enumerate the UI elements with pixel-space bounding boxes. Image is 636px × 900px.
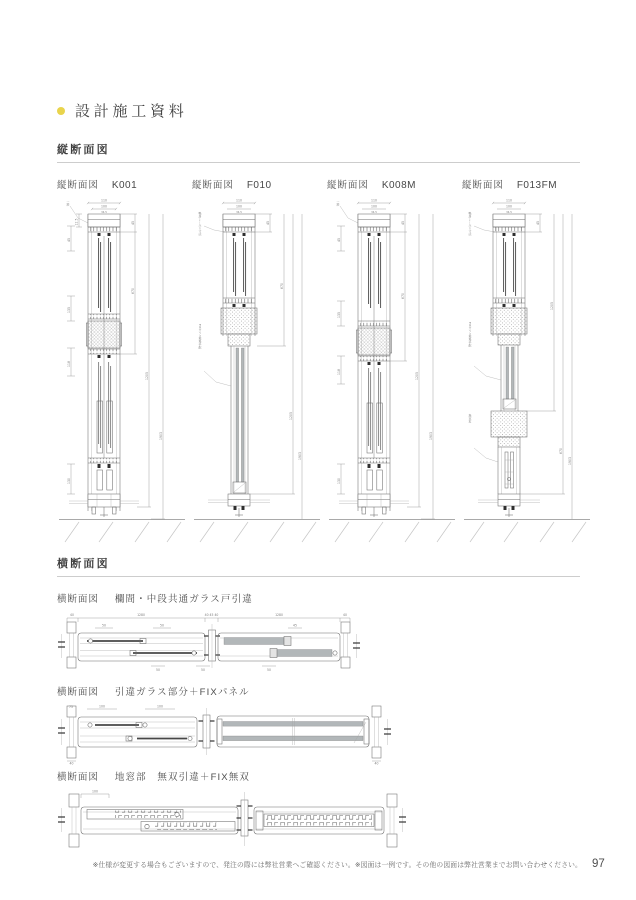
svg-text:FIXガラス現場手配: FIXガラス現場手配 (468, 322, 472, 347)
right-anchor (384, 719, 391, 745)
svg-text:100: 100 (157, 704, 163, 709)
svg-text:670: 670 (280, 283, 284, 289)
vertical-section-drawing-k001 (57, 196, 189, 546)
left-post (69, 794, 79, 847)
sliding-door-bar (78, 623, 205, 661)
svg-text:50: 50 (102, 623, 106, 628)
svg-text:670: 670 (401, 293, 405, 299)
drawing-label-text: 縦断面図 (327, 180, 369, 191)
ground-line (59, 520, 185, 543)
left-post (67, 622, 76, 668)
svg-text:110: 110 (371, 198, 377, 203)
svg-text:1903: 1903 (298, 452, 302, 460)
top-rail (223, 214, 255, 236)
drawing-label (462, 177, 597, 193)
svg-text:FIXガラス現場手配: FIXガラス現場手配 (198, 324, 202, 349)
svg-text:50: 50 (156, 668, 160, 672)
title-bullet-icon (57, 107, 65, 115)
drawing-label-text: 縦断面図 (462, 180, 504, 191)
right-dimensions (120, 214, 165, 519)
horizontal-section-heading-text: 横断面図 (57, 558, 110, 570)
vertical-section-drawing-f013fm (462, 196, 594, 546)
svg-text:110: 110 (506, 198, 512, 203)
vertical-section-heading (57, 141, 580, 163)
left-anchor (58, 719, 65, 745)
drawing-title: 欄間・中段共通ガラス戸引違 (114, 594, 253, 605)
left-anchor (58, 808, 65, 832)
top-dimensions (69, 704, 175, 709)
svg-text:45: 45 (131, 221, 135, 225)
top-dimensions (67, 613, 350, 622)
svg-text:12.5: 12.5 (74, 218, 79, 226)
ground-line (194, 520, 320, 543)
svg-text:100: 100 (371, 204, 377, 209)
vertical-drawings-band (57, 177, 597, 546)
upper-door-rails (493, 238, 525, 307)
horizontal-drawing-label-3 (57, 769, 250, 783)
svg-text:1280: 1280 (275, 613, 283, 617)
svg-text:100: 100 (92, 789, 98, 794)
svg-text:一筋: 一筋 (66, 200, 70, 206)
leader-annotation (336, 200, 358, 223)
right-dimensions (520, 214, 572, 519)
svg-text:1205: 1205 (289, 412, 293, 420)
svg-text:100: 100 (506, 204, 512, 209)
page-title-row (57, 100, 188, 121)
center-mullion (237, 792, 253, 846)
fix-glass (501, 345, 518, 411)
ground-line (464, 520, 590, 543)
drawing-title: 引違ガラス部分＋FIXパネル (114, 687, 250, 698)
upper-door-rails (223, 238, 255, 307)
left-dimensions (337, 226, 345, 494)
svg-text:130: 130 (67, 478, 71, 484)
page-number: 97 (592, 858, 605, 870)
svg-text:45: 45 (337, 238, 341, 242)
svg-text:1903: 1903 (568, 457, 572, 465)
drawing-label-text: 縦断面図 (192, 180, 234, 191)
panel-door-bar (218, 623, 340, 661)
svg-text:50: 50 (160, 623, 164, 628)
svg-text:1280: 1280 (137, 613, 145, 617)
svg-text:1205: 1205 (550, 302, 554, 310)
bottom-rail (88, 458, 120, 517)
horizontal-section-heading (57, 555, 580, 577)
svg-text:34.5: 34.5 (101, 210, 107, 214)
svg-text:45: 45 (293, 623, 297, 628)
drawing-label-text: 横断面図 (57, 772, 99, 783)
page-title: 設計施工資料 (75, 103, 188, 120)
svg-text:34.5: 34.5 (506, 210, 512, 214)
page-footer (0, 858, 636, 870)
fix-panel (217, 716, 369, 747)
drawing-code: F010 (246, 180, 272, 191)
left-dimensions (67, 214, 82, 494)
svg-text:670: 670 (131, 288, 135, 294)
top-rail (493, 214, 525, 236)
svg-text:1205: 1205 (415, 372, 419, 380)
bottom-rail (358, 458, 390, 517)
hatch-block (221, 308, 257, 346)
section-rule (57, 576, 580, 577)
right-dimensions (250, 214, 302, 519)
vertical-section-heading-text: 縦断面図 (57, 144, 110, 156)
svg-text:1903: 1903 (159, 432, 163, 440)
left-post (67, 706, 76, 765)
vertical-section-drawing-k008m (327, 196, 459, 546)
top-dimensions (222, 199, 256, 214)
musou-fix-bar (254, 807, 384, 834)
leader-annotation (468, 211, 495, 236)
svg-text:118: 118 (67, 361, 71, 367)
drawing-label (57, 177, 192, 193)
hatch-block-lower (491, 411, 527, 447)
right-anchor (353, 634, 360, 658)
drawing-code: K001 (111, 180, 138, 191)
svg-text:100: 100 (236, 204, 242, 209)
ground-line (329, 520, 455, 543)
horizontal-section-drawing-1 (57, 610, 600, 680)
top-dimensions (81, 789, 109, 798)
vertical-drawing-k008m (327, 177, 462, 546)
svg-text:鴨居レール下寸法: 鴨居レール下寸法 (468, 212, 472, 236)
svg-text:130: 130 (337, 478, 341, 484)
frame-lines (358, 214, 390, 511)
vertical-drawing-f013fm (462, 177, 597, 546)
right-anchor (399, 808, 406, 832)
drawing-label (327, 177, 462, 193)
svg-text:50: 50 (267, 668, 271, 672)
leader-annotation (198, 211, 225, 236)
svg-text:40: 40 (70, 613, 74, 617)
svg-text:45: 45 (401, 221, 405, 225)
frame-lines (88, 214, 120, 511)
svg-text:40: 40 (374, 761, 379, 765)
horizontal-section-drawing-2 (57, 703, 600, 765)
bottom-dimensions (151, 666, 276, 672)
fix-glass (231, 346, 248, 494)
drawing-label (192, 177, 327, 193)
svg-text:670: 670 (559, 448, 563, 454)
sliding-glass-bar (78, 717, 197, 747)
horizontal-section-drawing-3 (57, 786, 600, 856)
drawing-code: K008M (381, 180, 416, 191)
vertical-section-drawing-f010 (192, 196, 324, 546)
svg-text:40 45 40: 40 45 40 (204, 613, 219, 617)
svg-text:1903: 1903 (429, 432, 433, 440)
svg-text:一筋: 一筋 (336, 200, 340, 206)
svg-text:40: 40 (343, 613, 347, 617)
svg-text:34.5: 34.5 (236, 210, 242, 214)
svg-text:100: 100 (99, 704, 105, 709)
center-mullion (204, 624, 220, 668)
right-dimensions (390, 214, 435, 519)
bottom-rail (208, 494, 270, 517)
vertical-drawing-f010 (192, 177, 327, 546)
hatch-block-upper (491, 308, 527, 345)
svg-text:135: 135 (337, 312, 341, 318)
left-anchor (58, 634, 65, 658)
section-rule (57, 162, 580, 163)
top-rail (358, 214, 390, 236)
svg-text:110: 110 (236, 198, 242, 203)
svg-text:鴨居レール下寸法: 鴨居レール下寸法 (198, 212, 202, 236)
footer-note: ※仕様が変更する場合もございますので、発注の際には弊社営業へご確認ください。※図面は一例です。その他の図面は弊社営業までお問い合わせください。 (92, 862, 582, 869)
drawing-title: 地窓部 無双引違＋FIX無双 (114, 772, 251, 783)
svg-text:1205: 1205 (145, 372, 149, 380)
svg-text:75: 75 (69, 705, 73, 709)
drawing-label-text: 横断面図 (57, 594, 99, 605)
top-dimensions (357, 199, 391, 214)
svg-text:45: 45 (67, 238, 71, 242)
top-dimensions (492, 199, 526, 214)
svg-text:45: 45 (266, 221, 270, 225)
top-rail (88, 214, 120, 236)
svg-text:34.5: 34.5 (371, 210, 377, 214)
right-post (387, 794, 397, 847)
musou-sliding-bar (81, 807, 238, 834)
svg-text:118: 118 (337, 369, 341, 375)
musou-window (498, 447, 520, 494)
horizontal-drawing-label-2 (57, 684, 250, 698)
right-post (372, 706, 381, 765)
right-post (341, 622, 350, 668)
drawing-label-text: 縦断面図 (57, 180, 99, 191)
bottom-rail (478, 494, 540, 517)
svg-text:無双窓: 無双窓 (468, 414, 472, 423)
svg-text:110: 110 (101, 198, 107, 203)
center-mullion (199, 708, 215, 755)
horizontal-drawing-label-1 (57, 591, 253, 605)
svg-text:100: 100 (101, 204, 107, 209)
drawing-code: F013FM (516, 180, 558, 191)
svg-text:135: 135 (67, 307, 71, 313)
top-dimensions (87, 199, 121, 214)
svg-text:50: 50 (201, 668, 205, 672)
svg-text:40: 40 (69, 761, 74, 765)
drawing-label-text: 横断面図 (57, 687, 99, 698)
svg-text:45: 45 (536, 221, 540, 225)
vertical-drawing-k001 (57, 177, 192, 546)
